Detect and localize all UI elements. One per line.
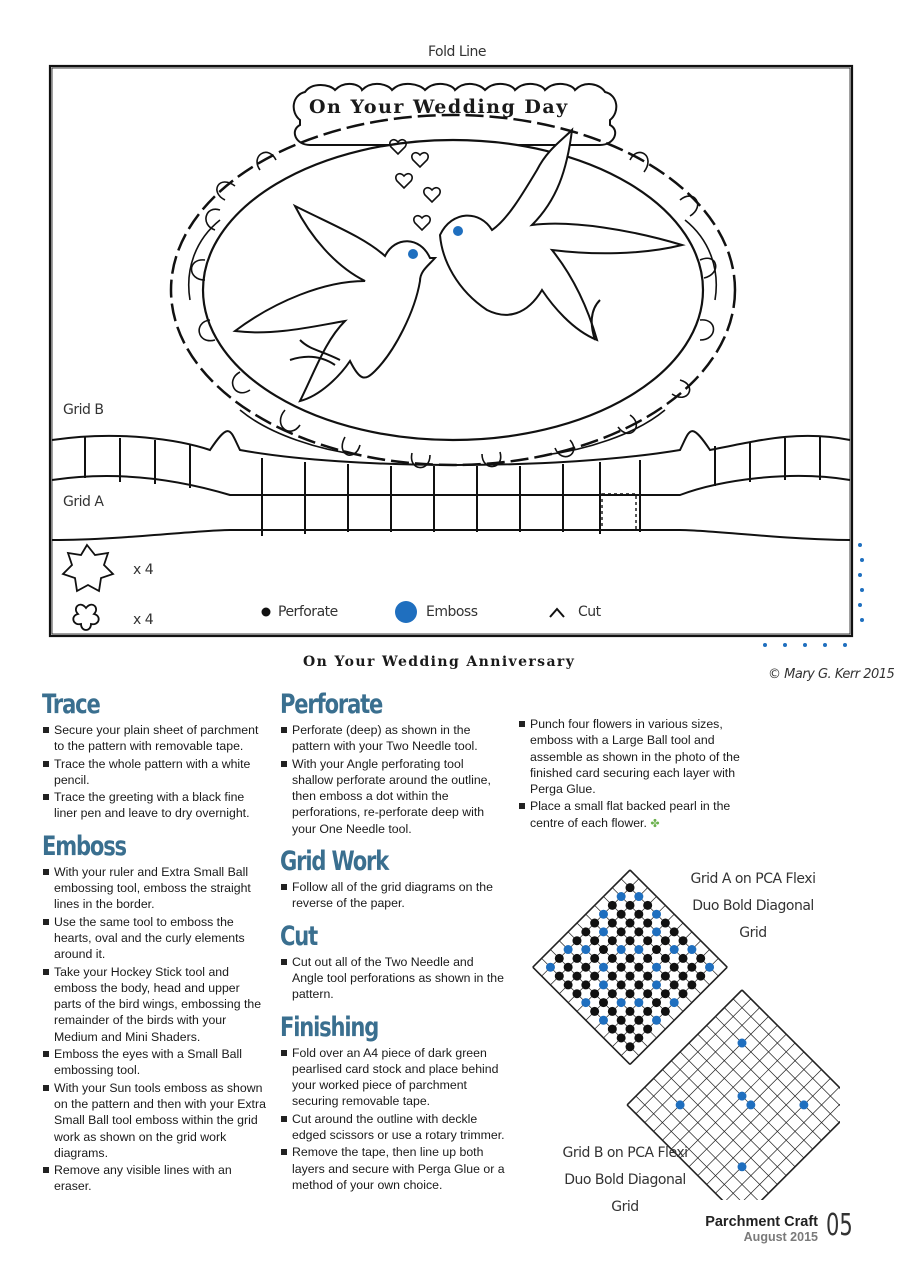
cut-heading: Cut bbox=[280, 920, 318, 952]
legend-emboss: Emboss bbox=[426, 604, 478, 620]
list-item: Remove the tape, then line up both layers and secure with Perga Glue or a method of your own choice. bbox=[280, 1144, 506, 1193]
gridwork-heading: Grid Work bbox=[280, 846, 389, 878]
grid-b-caption bbox=[560, 1140, 690, 1221]
grid-a-caption-line2: Duo Bold Diagonal Grid bbox=[692, 898, 814, 941]
grid-a-caption bbox=[688, 866, 818, 947]
list-item: Secure your plain sheet of parchment to the pattern with removable tape. bbox=[42, 722, 268, 755]
list-item: With your Sun tools emboss as shown on the pattern and then with your Extra Small Ball tool emboss within the grid work as shown on the grid work diagrams. bbox=[42, 1080, 268, 1161]
trace-list bbox=[42, 722, 268, 822]
grid-b-label: Grid B bbox=[63, 402, 104, 418]
legend-perforate: Perforate bbox=[278, 604, 338, 620]
list-item: Cut out all of the Two Needle and Angle tool perforations as shown in the pattern. bbox=[280, 954, 506, 1003]
small-flower-outline bbox=[73, 605, 98, 630]
large-flower-count: x 4 bbox=[133, 562, 154, 578]
grid-a-label: Grid A bbox=[63, 494, 104, 510]
footer-magazine-info bbox=[688, 1214, 818, 1244]
emboss-dot bbox=[395, 601, 417, 623]
top-greeting: On Your Wedding Day bbox=[309, 96, 569, 118]
fold-line-label: Fold Line bbox=[428, 44, 487, 60]
list-item: Use the same tool to emboss the hearts, oval and the curly elements around it. bbox=[42, 914, 268, 963]
list-item: Trace the whole pattern with a white pencil. bbox=[42, 756, 268, 789]
gridwork-list bbox=[280, 879, 506, 912]
bottom-greeting: On Your Wedding Anniversary bbox=[303, 654, 576, 670]
list-item: With your Angle perforating tool shallow perforate around the outline, then emboss a dot within the perforations, re-perforate deep with your One Needle tool. bbox=[280, 756, 506, 837]
border-perforation bbox=[763, 543, 864, 647]
large-flower-outline bbox=[63, 545, 113, 591]
extra-list bbox=[518, 716, 750, 832]
list-item: Trace the greeting with a black fine liner pen and leave to dry overnight. bbox=[42, 789, 268, 822]
cut-list bbox=[280, 954, 506, 1003]
list-item-text: Place a small flat backed pearl in the centre of each flower. bbox=[530, 799, 731, 830]
list-item bbox=[518, 798, 750, 832]
grid-a-band bbox=[52, 458, 850, 540]
list-item: Punch four flowers in various sizes, emboss with a Large Ball tool and assemble as shown in the photo of the finished card securing each layer with Perga Glue. bbox=[518, 716, 750, 797]
grid-b-caption-line1: Grid B on PCA Flexi bbox=[562, 1145, 688, 1161]
small-flower-count: x 4 bbox=[133, 612, 154, 628]
issue-date: August 2015 bbox=[743, 1230, 818, 1244]
left-dove-eye bbox=[408, 249, 418, 259]
cut-symbol bbox=[550, 609, 564, 617]
emboss-list bbox=[42, 864, 268, 1195]
perforate-heading: Perforate bbox=[280, 689, 383, 720]
page-number: 05 bbox=[826, 1208, 853, 1243]
trace-heading: Trace bbox=[42, 689, 100, 720]
magazine-name: Parchment Craft bbox=[705, 1214, 818, 1230]
list-item: Fold over an A4 piece of dark green pearlised card stock and place behind your worked piece of parchment securing removable tape. bbox=[280, 1045, 506, 1110]
list-item: With your ruler and Extra Small Ball embossing tool, emboss the straight lines in the border. bbox=[42, 864, 268, 913]
emboss-heading: Emboss bbox=[42, 830, 126, 862]
legend-cut: Cut bbox=[578, 604, 601, 620]
grid-b-caption-line2: Duo Bold Diagonal Grid bbox=[564, 1172, 686, 1215]
column-3 bbox=[518, 714, 750, 833]
finishing-heading: Finishing bbox=[280, 1011, 379, 1043]
column-1 bbox=[42, 690, 268, 1196]
right-dove-eye bbox=[453, 226, 463, 236]
list-item: Emboss the eyes with a Small Ball embossing tool. bbox=[42, 1046, 268, 1079]
list-item: Remove any visible lines with an eraser. bbox=[42, 1162, 268, 1195]
grid-a-caption-line1: Grid A on PCA Flexi bbox=[690, 871, 816, 887]
end-flourish-icon: ✤ bbox=[650, 817, 660, 830]
column-2 bbox=[280, 690, 506, 1194]
perforate-dot bbox=[262, 608, 271, 617]
list-item: Take your Hockey Stick tool and emboss the body, head and upper parts of the bird wings, embossing the remainder of the birds with your Medium and Mini Shaders. bbox=[42, 964, 268, 1045]
list-item: Cut around the outline with deckle edged scissors or use a rotary trimmer. bbox=[280, 1111, 506, 1144]
list-item: Follow all of the grid diagrams on the reverse of the paper. bbox=[280, 879, 506, 912]
list-item: Perforate (deep) as shown in the pattern with your Two Needle tool. bbox=[280, 722, 506, 755]
oval-frame bbox=[203, 140, 703, 440]
perforate-list bbox=[280, 722, 506, 837]
finishing-list bbox=[280, 1045, 506, 1194]
copyright: © Mary G. Kerr 2015 bbox=[768, 667, 895, 682]
